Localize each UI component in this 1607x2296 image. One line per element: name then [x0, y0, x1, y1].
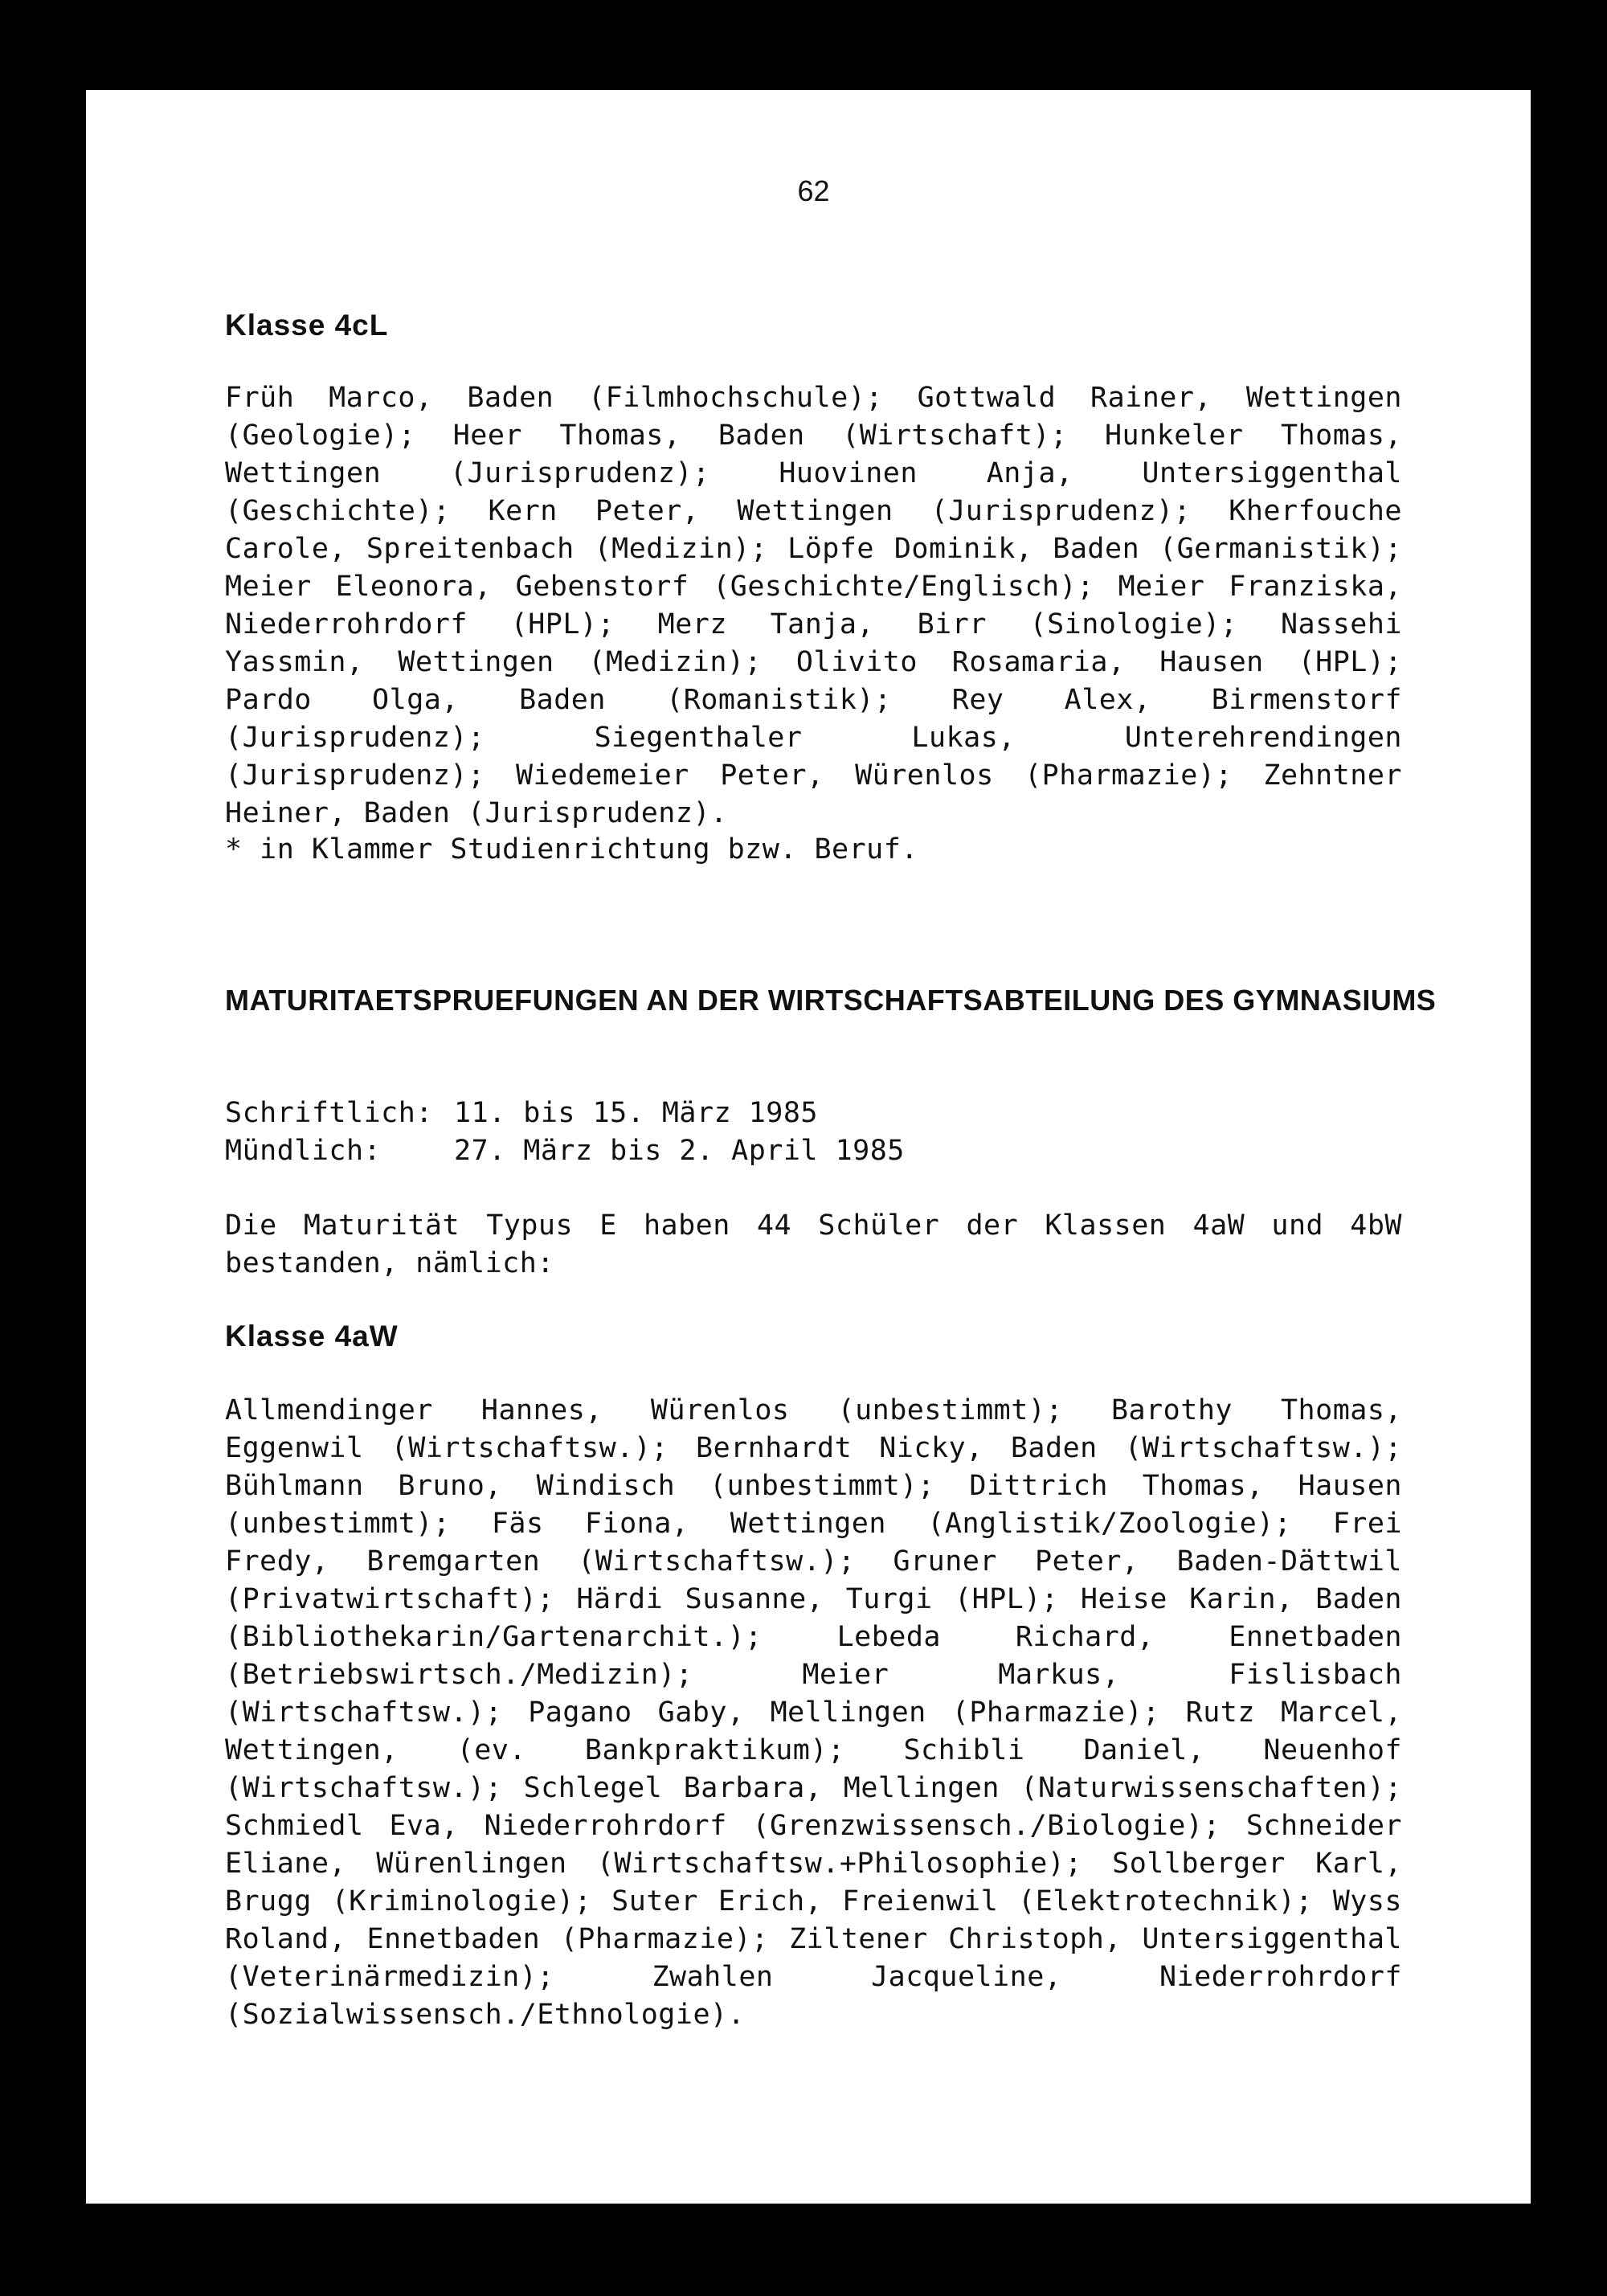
heading-klasse-4aw: Klasse 4aW: [225, 1320, 399, 1353]
page-number: 62: [797, 174, 830, 207]
written-label: Schriftlich:: [225, 1097, 433, 1129]
exam-dates-oral: [225, 1132, 905, 1170]
student-list-4aw: Allmendinger Hannes, Würenlos (unbestimmt); Barothy Thomas, Eggenwil (Wirtschaftsw.); Bernhardt Nicky, Baden (Wirtschaftsw.); Bühlmann Bruno, Windisch (unbestimmt); Dittrich Thomas, Hausen (unbestimmt); Fäs Fiona, Wettingen (Anglistik/Zoologie); Frei Fredy, Bremgarten (Wirtschaftsw.); Gruner Peter, Baden-Dättwil (Privatwirtschaft); Härdi Susanne, Turgi (HPL); Heise Karin, Baden (Bibliothekarin/Gartenarchit.); Lebeda Richard, Ennetbaden (Betriebswirtsch./Medizin); Meier Markus, Fislisbach (Wirtschaftsw.); Pagano Gaby, Mellingen (Pharmazie); Rutz Marcel, Wettingen, (ev. Bankpraktikum); Schibli Daniel, Neuenhof (Wirtschaftsw.); Schlegel Barbara, Mellingen (Naturwissenschaften); Schmiedl Eva, Niederrohrdorf (Grenzwissensch./Biologie); Schneider Eliane, Würenlingen (Wirtschaftsw.+Philosophie); Sollberger Karl, Brugg (Kriminologie); Suter Erich, Freienwil (Elektrotechnik); Wyss Roland, Ennetbaden (Pharmazie); Ziltener Christoph, Untersiggenthal (Veterinärmedizin); Zwahlen Jacqueline, Niederrohrdorf (Sozialwissensch./Ethnologie).: [225, 1394, 1402, 2031]
exam-dates-written: [225, 1095, 818, 1132]
section-title: MATURITAETSPRUEFUNGEN AN DER WIRTSCHAFTSABTEILUNG DES GYMNASIUMS: [225, 984, 1437, 1017]
footnote: * in Klammer Studienrichtung bzw. Beruf.: [225, 833, 918, 866]
oral-label: Mündlich:: [225, 1135, 382, 1167]
oral-value: 27. März bis 2. April 1985: [454, 1135, 905, 1167]
student-list-4cl: Früh Marco, Baden (Filmhochschule); Gottwald Rainer, Wettingen (Geologie); Heer Thomas, Baden (Wirtschaft); Hunkeler Thomas, Wettingen (Jurisprudenz); Huovinen Anja, Untersiggenthal (Geschichte); Kern Peter, Wettingen (Jurisprudenz); Kherfouche Carole, Spreitenbach (Medizin); Löpfe Dominik, Baden (Germanistik); Meier Eleonora, Gebenstorf (Geschichte/Englisch); Meier Franziska, Niederrohrdorf (HPL); Merz Tanja, Birr (Sinologie); Nassehi Yassmin, Wettingen (Medizin); Olivito Rosamaria, Hausen (HPL); Pardo Olga, Baden (Romanistik); Rey Alex, Birmenstorf (Jurisprudenz); Siegenthaler Lukas, Unterehrendingen (Jurisprudenz); Wiedemeier Peter, Würenlos (Pharmazie); Zehntner Heiner, Baden (Jurisprudenz).: [225, 382, 1402, 829]
intro-paragraph: Die Maturität Typus E haben 44 Schüler der Klassen 4aW und 4bW bestanden, nämlich:: [225, 1209, 1402, 1279]
heading-klasse-4cl: Klasse 4cL: [225, 309, 389, 342]
document-page: [86, 90, 1531, 2204]
written-value: 11. bis 15. März 1985: [454, 1097, 819, 1129]
